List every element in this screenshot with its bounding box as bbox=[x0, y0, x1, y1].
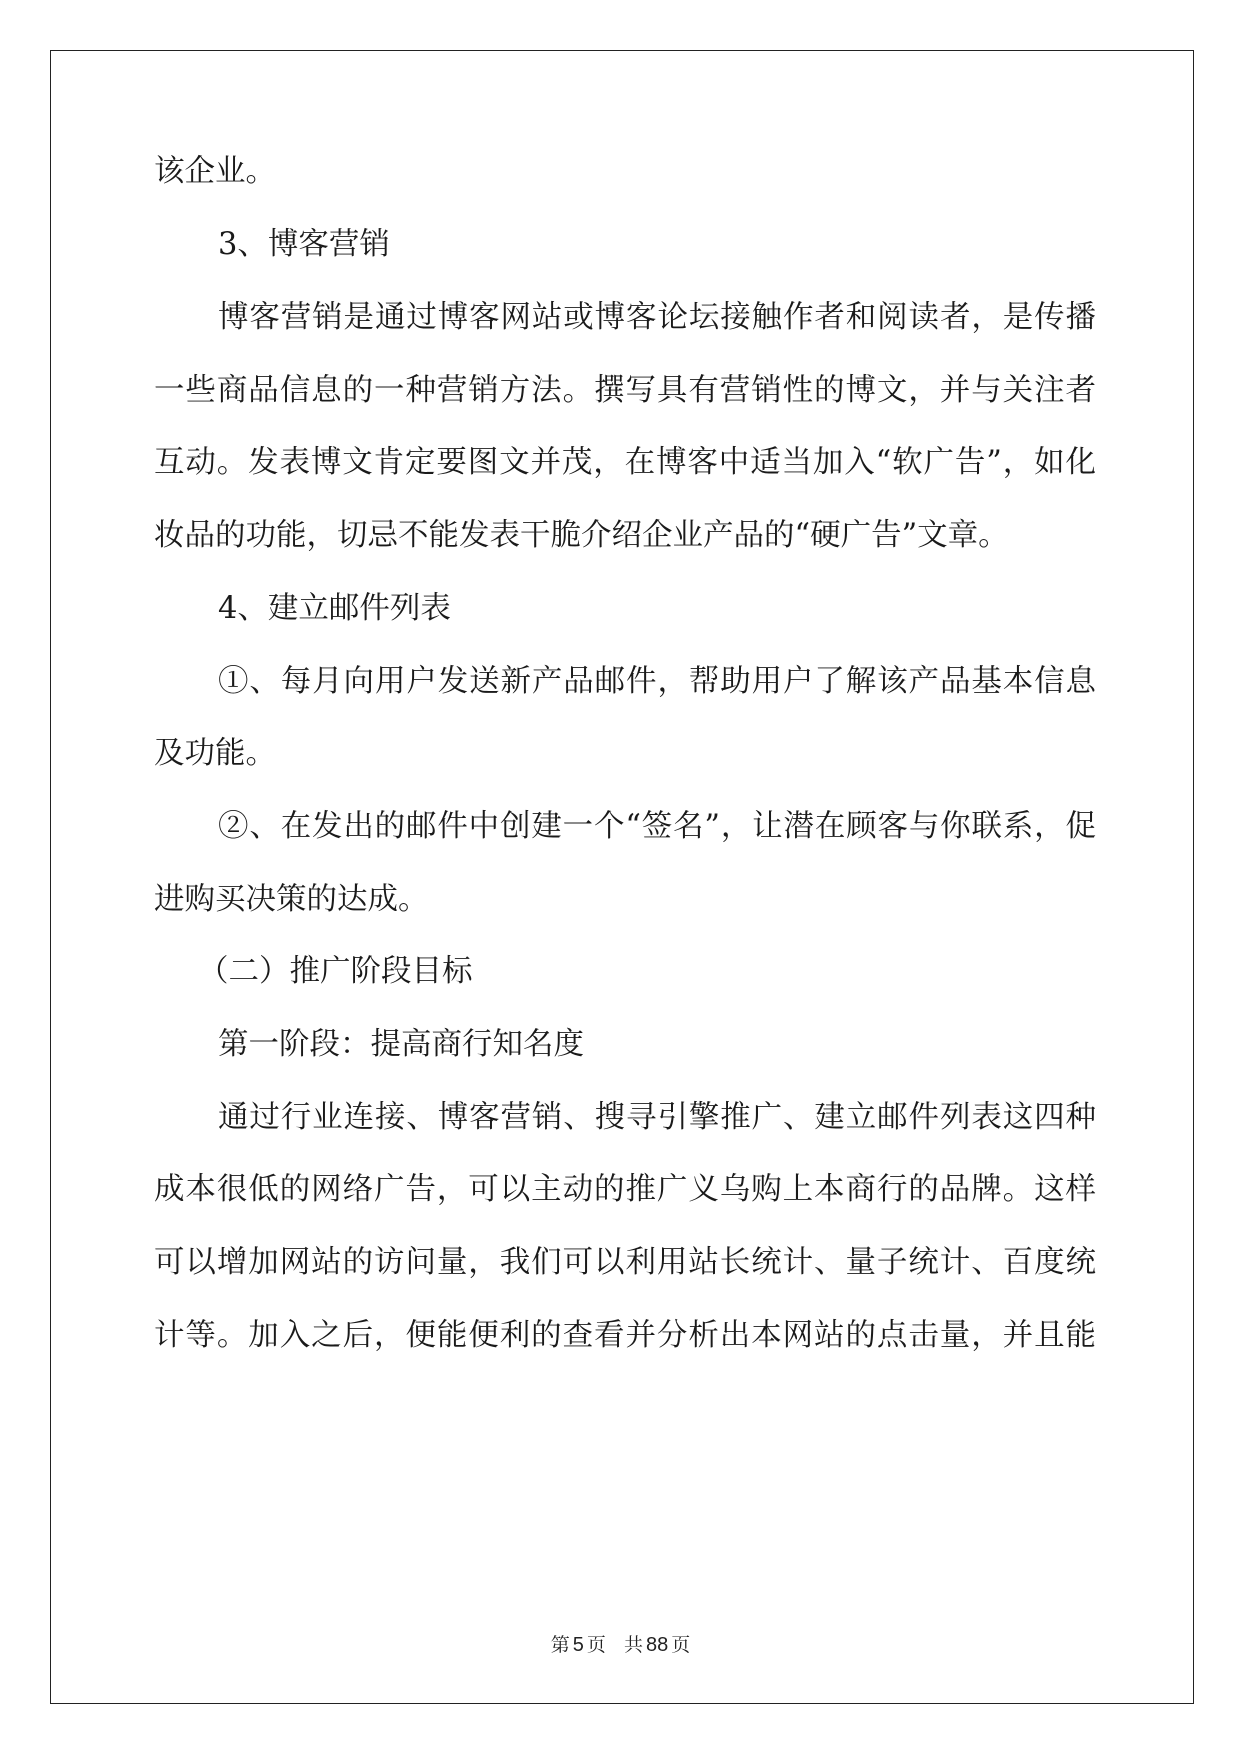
page-number: 5 bbox=[572, 1634, 584, 1656]
paragraph-line: 成本很低的网络广告，可以主动的推广义乌购上本商行的品牌。这样 bbox=[154, 1172, 1096, 1207]
page-prefix: 第 bbox=[550, 1634, 570, 1656]
paragraph-line: ①、每月向用户发送新产品邮件，帮助用户了解该产品基本信息 bbox=[218, 664, 1096, 699]
section-heading: 3、博客营销 bbox=[218, 227, 390, 262]
paragraph-line: 一些商品信息的一种营销方法。撰写具有营销性的博文，并与关注者 bbox=[154, 373, 1096, 408]
page-footer bbox=[0, 1630, 1241, 1657]
paragraph-line: ②、在发出的邮件中创建一个“签名”，让潜在顾客与你联系，促 bbox=[218, 809, 1096, 844]
paragraph-line: 妆品的功能，切忌不能发表干脆介绍企业产品的“硬广告”文章。 bbox=[154, 518, 1009, 553]
total-pages: 88 bbox=[645, 1634, 669, 1656]
page-suffix: 页 bbox=[586, 1634, 606, 1656]
paragraph-line: 该企业。 bbox=[154, 154, 276, 189]
paragraph-line: 计等。加入之后，便能便利的查看并分析出本网站的点击量，并且能 bbox=[154, 1318, 1096, 1353]
paragraph-line: 互动。发表博文肯定要图文并茂，在博客中适当加入“软广告”，如化 bbox=[154, 445, 1096, 480]
paragraph-line: 可以增加网站的访问量，我们可以利用站长统计、量子统计、百度统 bbox=[154, 1245, 1096, 1280]
section-heading: 第一阶段：提高商行知名度 bbox=[218, 1027, 584, 1062]
section-heading: 4、建立邮件列表 bbox=[218, 591, 451, 626]
paragraph-line: 及功能。 bbox=[154, 736, 276, 771]
paragraph-line: 进购买决策的达成。 bbox=[154, 882, 429, 917]
section-heading: （二）推广阶段目标 bbox=[198, 954, 473, 989]
paragraph-line: 通过行业连接、博客营销、搜寻引擎推广、建立邮件列表这四种 bbox=[218, 1100, 1096, 1135]
total-suffix: 页 bbox=[671, 1634, 691, 1656]
total-prefix: 共 bbox=[623, 1634, 643, 1656]
paragraph-line: 博客营销是通过博客网站或博客论坛接触作者和阅读者，是传播 bbox=[218, 300, 1096, 335]
